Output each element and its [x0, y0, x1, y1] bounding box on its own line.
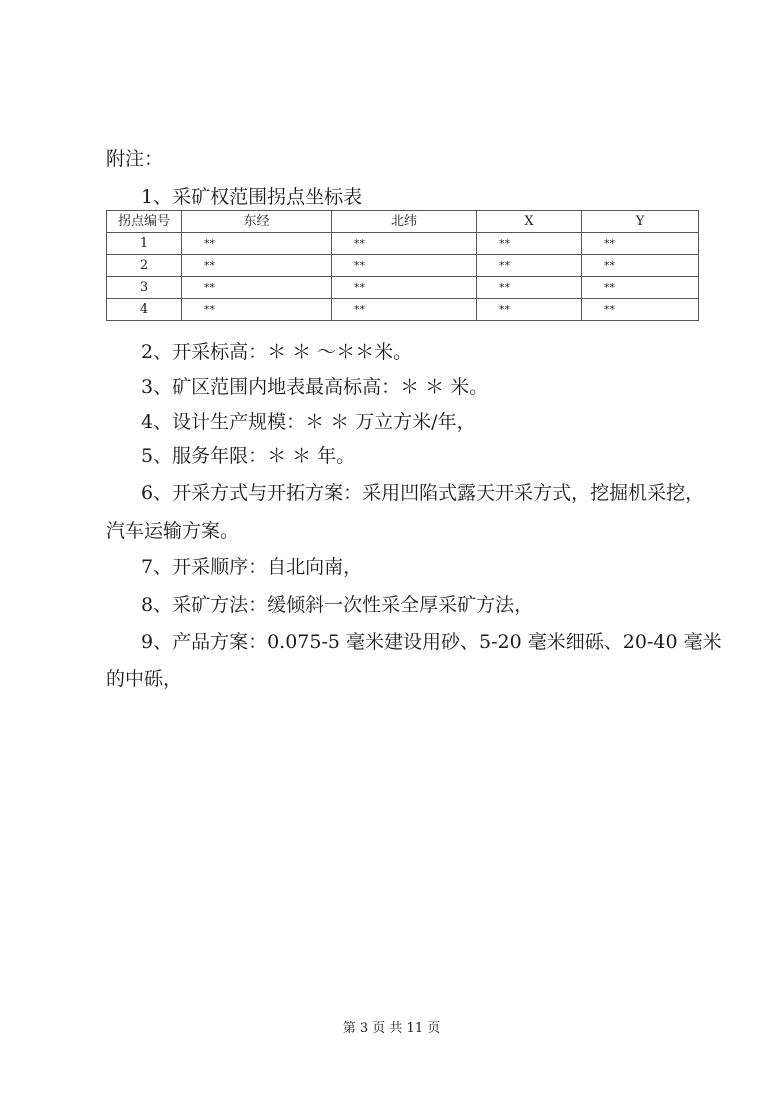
item-4-production-scale: 4、设计生产规模：＊ ＊ 万立方米/年，: [141, 411, 476, 433]
header-y: Y: [582, 211, 699, 233]
cell-latitude: **: [332, 277, 477, 299]
cell-latitude: **: [332, 255, 477, 277]
item-9-product-plan-line1: 9、产品方案：0.075-5 毫米建设用砂、5-20 毫米细砾、20-40 毫米: [141, 631, 722, 653]
table-row: [107, 299, 699, 321]
cell-y: **: [582, 255, 699, 277]
item-5-service-life: 5、服务年限：＊ ＊ 年。: [141, 445, 356, 467]
header-x: X: [477, 211, 582, 233]
cell-point-number: 1: [107, 233, 182, 255]
cell-y: **: [582, 233, 699, 255]
header-point-number: 拐点编号: [107, 211, 182, 233]
notes-heading: 附注：: [106, 148, 164, 170]
cell-latitude: **: [332, 299, 477, 321]
cell-point-number: 4: [107, 299, 182, 321]
table-row: [107, 277, 699, 299]
cell-latitude: **: [332, 233, 477, 255]
table-row: [107, 233, 699, 255]
cell-y: **: [582, 277, 699, 299]
item-1-table-caption: 1、采矿权范围拐点坐标表: [141, 186, 363, 208]
cell-y: **: [582, 299, 699, 321]
cell-x: **: [477, 299, 582, 321]
header-latitude: 北纬: [332, 211, 477, 233]
item-3-max-surface-elevation: 3、矿区范围内地表最高标高：＊ ＊ 米。: [141, 376, 489, 398]
item-6-mining-method-line1: 6、开采方式与开拓方案：采用凹陷式露天开采方式，挖掘机采挖，: [141, 482, 705, 504]
cell-longitude: **: [182, 255, 332, 277]
cell-x: **: [477, 233, 582, 255]
table-row: [107, 255, 699, 277]
item-9-product-plan-line2: 的中砾，: [106, 668, 183, 690]
table-header-row: [107, 211, 699, 233]
cell-point-number: 2: [107, 255, 182, 277]
cell-x: **: [477, 277, 582, 299]
header-longitude: 东经: [182, 211, 332, 233]
cell-longitude: **: [182, 233, 332, 255]
coordinate-table-wrapper: [106, 210, 698, 321]
cell-longitude: **: [182, 277, 332, 299]
item-6-mining-method-line2: 汽车运输方案。: [106, 520, 240, 542]
coordinate-table: [106, 210, 699, 321]
cell-x: **: [477, 255, 582, 277]
cell-point-number: 3: [107, 277, 182, 299]
page-footer: 第 3 页 共 11 页: [342, 1021, 441, 1036]
item-2-mining-elevation: 2、开采标高：＊ ＊ ～＊＊米。: [141, 341, 413, 363]
item-8-mining-technique: 8、采矿方法：缓倾斜一次性采全厚采矿方法，: [141, 594, 534, 616]
cell-longitude: **: [182, 299, 332, 321]
item-7-mining-sequence: 7、开采顺序：自北向南，: [141, 556, 363, 578]
